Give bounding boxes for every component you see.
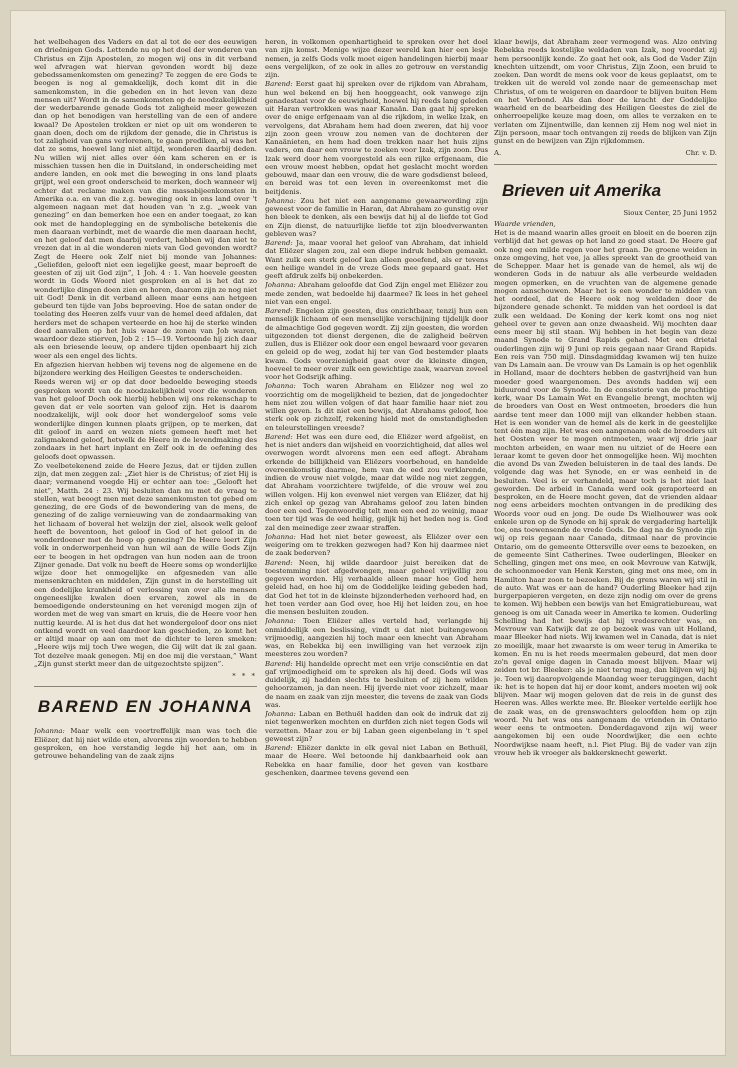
dialogue-paragraph — [265, 239, 488, 280]
dialogue-text: Abraham geloofde dat God Zijn engel met Eliëzer zou mede zenden, wat bedoelde hij daarmee? Ik lees in het geheel niet van een engel. — [265, 281, 488, 306]
heading-brieven-uit-amerika: Brieven uit Amerika — [502, 180, 662, 200]
article-paragraph: Zo veelbetekenend zeide de Heere Jezus, dat er tijden zullen zijn, dat men zeggen zal: „Ziet hier is de Christus; of ziet Hij is daar; vermanend voegde Hij er echter aan toe: „Gelooft het niet”, Matth. 24 : 23. Wij besluiten dan nu met de vraag te stellen, wat beoogt men met deze samenkomsten tot gebed om genezing, de ere Gods of de bewondering van de mens, de genezing of de zalige vernieuwing van de zondaarmaking van het lichaam of boveral het welzijn der ziel, alsook welk geloof heeft de boventoon, het geloof in God of het geloof in de wonderdoener met de hoop op genezing? De Heere leert Zijn volk in onderworpenheid van hun wil aan de wille Gods Zijn eer te beogen in het opdragen van hun noden aan de troon Zijner genade. Dat volk nu beeft de Heere soms op wonderlijke wijze door het onmogelijke en afgesneden van alle mensenkrachten en middelen, Zijn gunst in de herstelling uit een dodelijke krankheid of verlossing van over alle mensen ongeneeslijke kwalen doen ervaren, zowel als in de bemoedigende ondersteuning en het verenigd mogen zijn of worden met de weg van smart en kruis, die de Heere voor hen nuttig keurde. Al is het dus dat het wondergeloof door ons niet ontkend wordt en veel daardoor kan geschieden, zo komt het er altijd maar op aan om met de dichter te leren smeken: „Heere wijs mij toch Uwe wegen, die Gij wilt dat ik zal gaan. Tot dezelve maak genegen. Mij en doe mij die verstaan,” Want „Zijn gunst sterkt meer dan de uitgezochtste spijzen”. — [34, 461, 257, 668]
dialogue-paragraph: heren, in volkomen openhartigheid te spreken over het doel van zijn komst. Menige wijze dezer wereld kan hier een lesje nemen, ja zelfs Gods volk moet eigen handelingen hierbij maar eens vergelijken, of ze ook in alles zo getrouw en verstandig zijn. — [265, 38, 488, 79]
dialogue-paragraph — [265, 744, 488, 777]
dialogue-paragraph — [265, 710, 488, 743]
dialogue-text: Hij handelde oprecht met een vrije consciëntie en dat gaf vrijmoedigheid om te spreken als hij deed. Gods wil was duidelijk, zij hadden slechts te besluiten of zij hem wilden gehoorzamen, ja dan neen. Hij ijverde niet voor zichzelf, maar de naam en zaak van zijn meester, die tevens de zaak van Gods was. — [265, 659, 488, 709]
divider — [494, 164, 717, 165]
signature-line — [494, 149, 717, 157]
dialogue-text: Ja, maar vooral het geloof van Abraham, dat inhield dat Eliëzer slagen zou, zal een diepe indruk hebben gemaakt. Want zulk een sterk geloof kan alleen geoefend, als er tevens een heilige wandel in de vreze Gods mee gepaard gaat. Het geeft afdruk zelfs bij onbekerden. — [265, 239, 488, 280]
column-right — [494, 38, 717, 1038]
letter-place-date: Sioux Center, 25 Juni 1952 — [623, 208, 717, 217]
dialogue-paragraph — [265, 307, 488, 381]
dialogue-text: Maar welk een voortreffelijk man was toch die Eliëzer, dat hij niet wilde eten, alvorens zijn woorden te hebben gesproken, en hoe verstandig legde hij het aan, om in getrouwe behandeling van de zaak zijns — [34, 727, 257, 760]
speaker-label: Barend: — [265, 80, 293, 89]
divider — [34, 686, 257, 687]
dialogue-text: Het was een dure eed, die Eliëzer werd afgeëist, en het is niet anders dan wijsheid en voorzichtigheid, dat alles wel overwogen wordt alvorens men een eed aflegt. Abraham erkende de billijkheid van Eliëzers voorbehoud, en handelde overeenkomstig daarmee, hem van de eed zou verklarende, indien de vrouw niet volgde, maar dat wilde nog niet zeggen, dat Abraham voorzichtere twijfelde, of die vrouw wel zou willen volgen. Hij kon evenwel niet vergen van Eliëzer, dat hij zich enkel op gezag van Abrahams geloof zou laten binden door een eed. Tegenwoordig telt men een eed zo weinig, maar toen ter tijd was de eed heilig, gelijk hij het heden nog is. God zal den meinedige zeer zwaar straffen. — [265, 432, 488, 532]
newspaper-page — [10, 10, 726, 1056]
speaker-label: Johanna: — [265, 617, 296, 626]
speaker-label: Barend: — [265, 744, 293, 752]
dialogue-paragraph — [265, 80, 488, 196]
dialogue-paragraph — [265, 281, 488, 306]
speaker-label: Johanna: — [265, 196, 296, 205]
dialogue-paragraph — [265, 617, 488, 658]
dialogue-text: Laban en Bethuël hadden dan ook de indruk dat zij niet tegenwerken mochten en durfden zich niet tegen Gods wil verzetten. Maar zou er bij Laban geen eigenbelang in 't spel geweest zijn? — [265, 710, 488, 743]
dialogue-text: Eerst gaat hij spreken over de rijkdom van Abraham, hun wel bekend en bij hen hooggeacht, ook vanwege zijn genadestaat voor de eeuwigheid, hoewel hij reeds lang geleden uit Haran vertrokken was naar Kanaän. Dan gaat hij spreken over de enige erfgenaam van al die rijkdom, in welke Izak, en vervolgens, dat Abraham hem had doen zweren, dat hij voor zijn zoon geen vrouw zou nemen van de dochteren der Kanaänieten, en hem had doen trekken naar het huis zijns vaders, om daar een vrouw te zoeken voor Izak, zijn zoon. Dus Izak werd door hem voorgesteld als een rijke erfgenaam, die een vrouw moest hebben, opdat het geslacht mocht worden gebouwd, maar dan een vrouw, die de ware godsdienst beleed, en bereid was tot een leven in overeenkomst met die beitjdenis. — [265, 80, 488, 196]
article-paragraph: Reeds weren wij er op dat door bedoelde beweging steeds gesproken wordt van de noodzakelijkheid voor die wonderen van het geloof Doch ook hierbij hebben wij ons rekenschap te geven dat er vele soorten van geloof zijn. Het is daarom noodzakelijk, wijl ook door het wondergeloof soms vele wonderlijke dingen kunnen plaats grijpen, op te merken, dat dit geloof in aard en wezen niets gemeen heeft met het zaligmakend geloof, hetwelk de Heere in de levendmaking des zondaars in het hart inplant en Zelf ook in de oefening des geloofs doet opwassen. — [34, 378, 257, 461]
speaker-label: Barend: — [265, 659, 293, 668]
dialogue-text: Engelen zijn geesten, dus onzichtbaar, tenzij hun een menselijk lichaam of een menselijke verschijning tijdelijk door de almachtige God gegeven wordt. Zij zijn geesten, die worden uitgezonden tot dienst dergenen, die de zaligheid beërven zullen, dus is Eliëzer ook door een engel bewaard voor gevaren en geleid op de weg, zodat hij ter van God bestemder plaats kwam. Gods voorzienigheid gaat over de kleinste dingen, hoeveel te meer over zulk een gewichtige zaak, waarvan zoveel voor het Godsrijk afhing. — [265, 307, 488, 381]
speaker-label: Johanna: — [265, 382, 296, 391]
speaker-label: Barend: — [265, 307, 293, 315]
dialogue-paragraph — [34, 727, 257, 760]
speaker-label: Barend: — [265, 558, 293, 567]
dialogue-paragraph — [265, 382, 488, 432]
section-separator: * * * — [232, 672, 257, 680]
dialogue-paragraph — [265, 533, 488, 558]
dialogue-paragraph — [265, 433, 488, 532]
dialogue-paragraph — [265, 660, 488, 710]
column-left — [34, 38, 257, 1038]
speaker-label: Barend: — [265, 432, 293, 441]
dialogue-text: Had het niet beter geweest, als Eliëzer over een weigering om te trekken gezwegen had? Kon hij daarmee niet de zaak bederven? — [265, 532, 488, 558]
heading-barend-en-johanna: BAREND EN JOHANNA — [37, 697, 254, 717]
dialogue-text: Toen Eliëzer alles verteld had, verlangde hij onmiddellijk een beslissing, vindt u dat niet buitengewoon vrijmoedig, aangezien hij toch maar een knecht van Abraham was, en Rebekka bij een inwilliging van het verzoek zijn meesteres zou worden? — [265, 617, 488, 659]
dialogue-text: Eliëzer dankte in elk geval niet Laban en Bethuël, maar de Heere. Wel betoonde hij dankbaarheid ook aan Rebekka en haar familie, door het geven van kostbare geschenken, daarmee tevens gevend een — [265, 744, 488, 777]
speaker-label: Johanna: — [34, 727, 65, 736]
column-middle — [265, 38, 488, 1038]
dialogue-paragraph: klaar bewijs, dat Abraham zeer vermogend was. Alzo ontving Rebekka reeds kostelijke weldaden van Izak, nog voordat zij hem persoonlijk kende. Zo gaat het ook, als God de Vader Zijn knechten uitzendt, om voor Christus, Zijn Zoon, een bruid te zoeken. Dan wordt de mens ook voor de keus geplaatst, om te trekken uit de wereld vol zonde naar de gemeenschap met Christus, of om te weigeren en daardoor te blijven buiten Hem en het Verbond. Als dan door de kracht der Goddelijke waarheid en de bearbeiding des Heiligen Geestes de ziel de onherroepelijke keuze mag doen, om alles te verzaken en te verlaten om Zijnentwille, dan kennen zij Hem nog wel niet in Zijn persoon, maar toch ontvangen zij reeds de blijken van Zijn gunst en de bewijzen van Zijn rijkdommen. — [494, 38, 717, 145]
signature-author: Chr. v. D. — [685, 149, 717, 158]
article-paragraph: En afgezien hiervan hebben wij tevens nog de algemene en de bijzondere werking des Heiligen Geestes te onderscheiden. — [34, 360, 257, 377]
dialogue-text: Toch waren Abraham en Eliëzer nog wel zo voorzichtig om de mogelijkheid te bezien, dat de jongedochter hem niet zou willen volgen of dat haar familie haar niet zou willen geven. Is dit niet een bewijs, dat Abrahams geloof, hoe sterk ook op zichzelf, rekening hield met de omstandigheden en teleurstellingen vreesde? — [265, 382, 488, 432]
dialogue-paragraph — [265, 197, 488, 238]
letter-salutation: Waarde vrienden, — [494, 219, 556, 228]
speaker-label: Johanna: — [265, 532, 296, 541]
dialogue-text: Zou het niet een aangename gewaarwording zijn geweest voor de familie in Haran, dat Abraham zo gunstig over hen bleek te denken, als een bewijs dat hij al de liefde tot God en Zijn dienst, de natuurlijke liefde tot zijn bloedverwanten gebleven was? — [265, 196, 488, 238]
dialogue-paragraph — [265, 559, 488, 617]
speaker-label: Johanna: — [265, 710, 296, 718]
letter-paragraph: Het is de maand waarin alles groeit en bloeit en de boeren zijn verblijd dat het gewas op het land zo goed staat. De Heere gaf ook nog een milde regen voor het graan. De groene weiden in onze omgeving, het vee, ja alles spreekt van de grootheid van de Schepper. Maar het is genade van de hemel, als wij de wonderen Gods in de natuur als alle verbeurde weldaden mogen opmerken, en de vruchten van de algemene genade mogen aanschouwen. Maar het is een wonder te midden van het oordeel, dat de Heere ook nog weldaden door de bijzondere genade schenkt. Te midden van het oordeel is dat zulk een weldaad. De Koning der kerk komt ons nog niet geheel over te geven aan onze dwaasheid. Wij mochten daar eens meer bij stil staan. Wij hebben in het begin van deze maand Synode te Grand Rapids gehad. Met een drietal ouderlingen zijn wij 9 Juni op reis gegaan naar Grand Rapids. Een reis van 750 mijl. Dinsdagmiddag kwamen wij ten huize van Ds Lamain aan. De vrouw van Ds Lamain is op het ogenblik in Holland, maar de dochters hebben de gastvrijheid van hun moeder goed waargenomen. Des avonds hadden wij een biduurond voor de Synode. In de consistorie van de prachtige kerk, waar Ds Lamain Wet en Evangelie brengt, mochten wij de broeders van Oost en West ontmoeten, broeders die hun aardse tent meer dan 1000 mijl van elkander hebben staan. Het is een wonder van de hemel als de kerk in de geestelijke tent één mag zijn. Het was een aangenaam ook de broeders uit het Oosten weer te mogen ontmoeten, waar wij drie jaar mochten arbeiden, en waar men nu uitziet of de Heere een leraar komt te geven door het onmogelijke heen. Wij mochten die avond Ds van Zweden beluisteren in de taal des lands. De volgende dag was het Synode, en er was eenheid in de besluiten. Veel is er verhandeld, maar toch is het niet laat geworden. De arbeid in Canada werd ook geraporteerd en besproken, en de Heere mocht geven, dat de vrienden aldaar nog eens arbeiders mochten ontvangen in de prediking des Woords voor oud en jong. De oude Ds Wielhouwer was ook enkele uren op de Synode en hij sprak de vergadering hartelijk toe, ons toewensende de vrede Gods. De dag na de Synode zijn wij op reis gegaan naar Canada, ditmaal naar de provincie Ontario, om de gemeente Ottersville over eens te bezoeken, en de gemeente Sint Catherines. Twee ouderlingen, Bleeker en Schelling, gingen met ons mee, en ook Mevrouw van Katwijk, de schoonmoeder van Henk Kersten, ging met ons mee, om in Hamilton haar zoon te bezoeken. Bij de grens waren wij stil in de auto. Wat was er aan de hand? Ouderling Bleeker had zijn burgerpapieren vergeten, en deze zijn nodig om over de grens te komen. Wij hebben een bewijs van het Emigratiebureau, wat genoeg is om uit Canada weer in Amerika te komen. Ouderling Schelling had het bewijs dat hij vredesrechter was, en Mevrouw van Katwijk dat ze op bezoek was van uit Holland, maar Bleeker had niets. Wij kwamen wel in Canada, dat is niet zo moeilijk, maar het zwaarste is om weer terug in Amerika te komen. En nu is het reeds meermalen gebeurd, dat men door zo'n geval enige dagen in Canada moest blijven. Maar wij zeiden tot br. Bleeker: als je niet terug mag, dan blijven wij bij je. Toen wij daaropvolgende Maandag weer teruggingen, dacht ik: het is te hopen dat hij er door komt, anders moeten wij ook blijven. Maar wij mogen geloven dat de reis in de gunst des Heeren was. Alles werkte mee. Br. Bleeker vertelde eerlijk hoe de zaak was, en de grenswachters geloofden hem op zijn woord. Nu het was ons aangenaam de vrienden in Ontario weer eens te ontmoeten. Donderdagavond zijn wij weer aangekomen bij een oude Noordwijker, die een echte Noordwijkse naam heeft, n.l. Piet Plug. Bij de vader van zijn vrouw heb ik vroeger als bakkersknecht gewerkt. — [494, 229, 717, 757]
signature-initial: A. — [494, 149, 502, 158]
dialogue-text: Neen, hij wilde daardoor juist bereiken dat de toestemming niet afgedwongen, maar geheel vrijwillig zou gegeven worden. Hij verhaalde alleen maar hoe God hem geleid had, en hoe hij om de Goddelijke leiding gebeden had, dat God het tot in de kleinste bijzonderheden verhoord had, en het toen verder aan God over, hoe Hij het leiden zou, en hoe die mensen besluiten zouden. — [265, 558, 488, 616]
speaker-label: Johanna: — [265, 281, 296, 290]
speaker-label: Barend: — [265, 239, 293, 247]
article-paragraph: het welbehagen des Vaders en dat al tot de eer des eeuwigen en drieënigen Gods. Lettende nu op het doel der wonderen van Christus en Zijn Apostelen, zo mogen wij ons in dit verband wel afvragen wat hiervan gevonden wordt bij deze gebedssamenkomsten om genezing? Te zeggen de ere Gods te beogen is nog al gemakkelijk, doch komt dit in die samenkomsten, in die gebeden en in het leven van deze mensen uit? Wordt in de samenkomsten op de noodzakelijkheid der wederbarende genade Gods tot zaligheid meer gewezen dan op het benodigen van herstelling van de een of andere kwaal? De Apostelen trokken er niet op uit om wonderen te gaan doen, doch om de rijkdom der genade, die in Christus is tot zaligheid van gans verlorenen, te gaan prediken, al was het dat ze soms, hoewel lang niet altijd, wonderen daarbij deden. Nu willen wij niet alles over één kam scheren en er is misschien tussen hen die in Duitsland, in onderscheiding met andere landen, en ook met die beweging in ons land plaats grijpt, wel een groot onderscheid te merken, doch wanneer wij echter dat reclame maken van die massabijeenkomsten in Amerika o.a. en van die z.g. beweging ook in ons land over 't algemeen nagaan met dat houden van 'n z.g. „week van genezing” en dan bemerken hoe een en ander toegaat, zo kan ook met de handoplegging en de symbolische betekenis die men daaraan verbindt, met de waarde die men daaraan hecht, en het geloof dat men daarbij vordert, hebben wij dan niet te vrezen dat in al die wonderen niets van God gevonden wordt? Zegt de Heere ook Zelf niet bij monde van Johannes: „Geliefden, gelooft niet een iegelijke geest, maar beproeft de geesten of zij uit God zijn”, 1 Joh. 4 : 1. Van hoevele geesten wordt in Gods Woord niet gesproken en al is het dat zo wonderlijke dingen doen zien en horen, daarom zijn ze nog niet uit God! Denk in dit verband alleen maar eens aan hetgeen gebeurd ten tijde van Jobs beproeving. Hoe de satan onder de toelating des Heeren zelfs vuur van de hemel deed afdalen, dat herders met de schapen verteerde en hoe hij de sterke winden deed aanvallen op het huis waar de zonen van Job waren, waardoor deze stierven, Job 2 : 15—19. Vertoonde hij zich daar als een briesende leeuw, op andere tijden openbaart hij zich weer als een engel des lichts. — [34, 38, 257, 360]
